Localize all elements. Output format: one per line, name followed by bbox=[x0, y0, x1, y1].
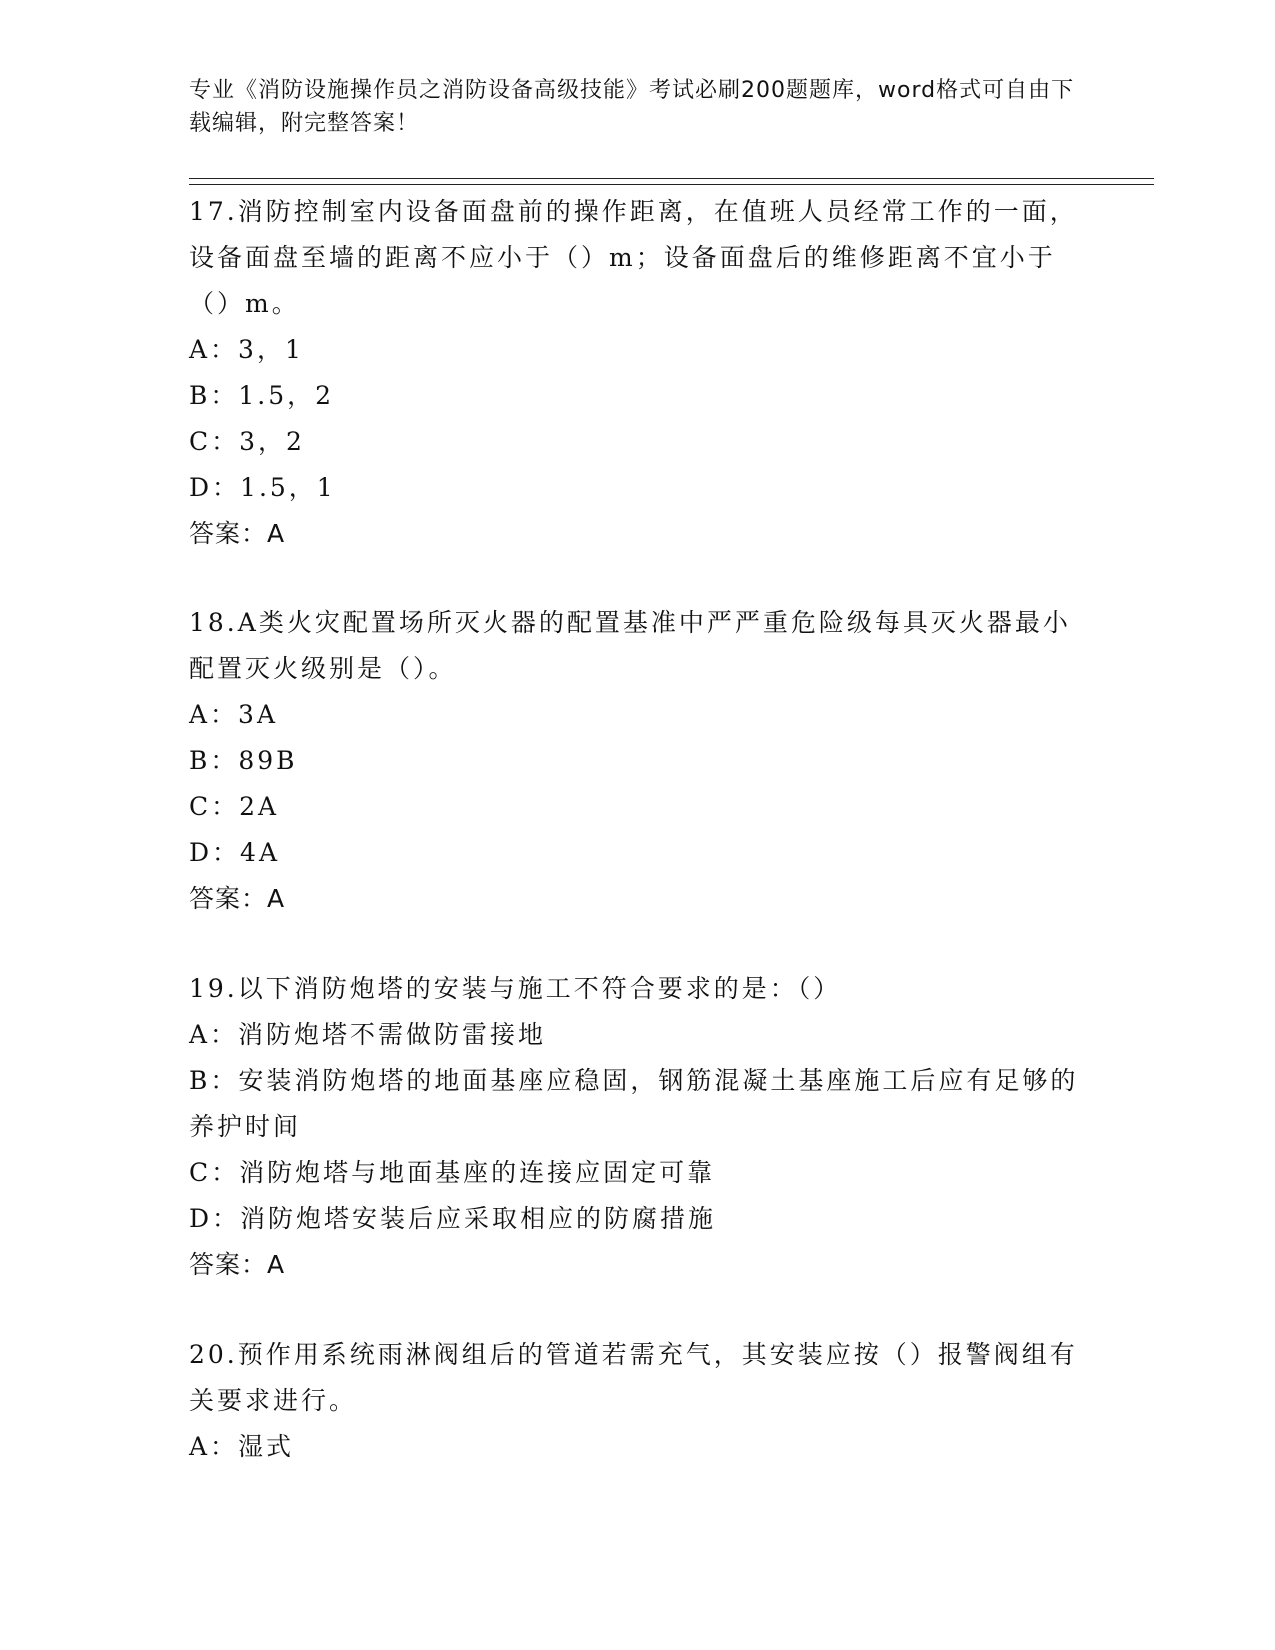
question-17 bbox=[189, 189, 1089, 557]
option-a: A：消防炮塔不需做防雷接地 bbox=[189, 1020, 547, 1049]
answer: 答案：A bbox=[189, 519, 286, 548]
option-c: C：2A bbox=[189, 792, 280, 821]
option-d: D：4A bbox=[189, 838, 281, 867]
question-19 bbox=[189, 966, 1089, 1288]
header-divider-top bbox=[189, 178, 1154, 179]
option-b: B：1.5，2 bbox=[189, 381, 335, 410]
header-divider-bottom bbox=[189, 184, 1154, 185]
answer: 答案：A bbox=[189, 1250, 286, 1279]
option-c: C：3，2 bbox=[189, 427, 305, 456]
option-a: A：3A bbox=[189, 700, 279, 729]
option-a: A：湿式 bbox=[189, 1432, 295, 1461]
option-b: B：89B bbox=[189, 746, 298, 775]
question-stem: 20.预作用系统雨淋阀组后的管道若需充气，其安装应按（）报警阀组有关要求进行。 bbox=[189, 1340, 1078, 1415]
question-20 bbox=[189, 1332, 1089, 1470]
answer: 答案：A bbox=[189, 884, 286, 913]
option-d: D：消防炮塔安装后应采取相应的防腐措施 bbox=[189, 1204, 717, 1233]
document-header: 专业《消防设施操作员之消防设备高级技能》考试必刷200题题库，word格式可自由下载编辑，附完整答案！ bbox=[189, 78, 1075, 136]
question-18 bbox=[189, 600, 1089, 922]
question-stem: 17.消防控制室内设备面盘前的操作距离，在值班人员经常工作的一面，设备面盘至墙的距离不应小于（）m；设备面盘后的维修距离不宜小于（）m。 bbox=[189, 197, 1078, 318]
question-stem: 19.以下消防炮塔的安装与施工不符合要求的是：（） bbox=[189, 974, 842, 1003]
option-d: D：1.5，1 bbox=[189, 473, 336, 502]
option-a: A：3，1 bbox=[189, 335, 304, 364]
option-c: C：消防炮塔与地面基座的连接应固定可靠 bbox=[189, 1158, 716, 1187]
question-stem: 18.A类火灾配置场所灭火器的配置基准中严严重危险级每具灭火器最小配置灭火级别是（）。 bbox=[189, 608, 1071, 683]
option-b: B：安装消防炮塔的地面基座应稳固，钢筋混凝土基座施工后应有足够的养护时间 bbox=[189, 1066, 1079, 1141]
